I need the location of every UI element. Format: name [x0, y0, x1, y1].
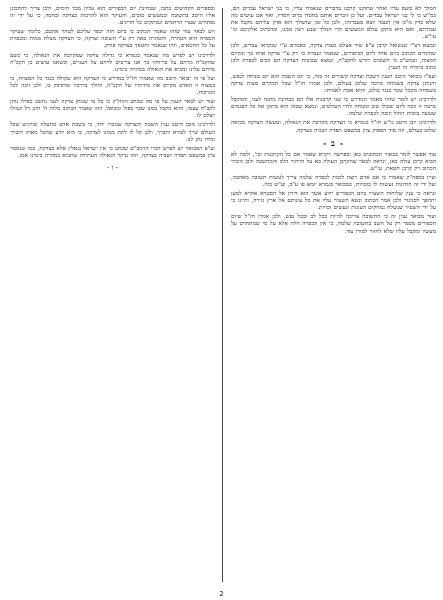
paragraph: המלך לא כועס עליו ואחר שתוקנו קרבנו בדברים שנאמרו עליו, כי בני ישראל עבדים הם, כמ"ש כי לי בני ישראל עבדים. ועל כן זוכרים אותם בחסדו ברוב חסדיו, ואף אם עושים מה שלא כדין מ"מ אין העבד יוצא מעבדותו, ולכן כל זמן שהמלך הוא אדון עליהם מקבל את עבודתם, ואם הוא מתקן עולם המעשים הרי המלך שבע רצון ממנו, וכדכתיב אלקיכם ונו' עי"ש.	[231, 6, 436, 41]
paragraph: ונמצא דע"י שנשואל קרבן ע"פ שיר אצלם מצות צדקה, כאמרם ע"י שנקראו עבדים, ולכן שהקדים הכתוב ביום אחד ליום הכיפורים, שנאמר ועבדת כי רק ע"י צדקה אוחז בך ובקיום המצוה, וכמש"כ כי חשובים ויורש להקב"ה, ונמצא שבזכות הצדקה הם זוכים לכפרה ולכן כתוב בתורה זה הענין.	[231, 43, 436, 71]
paragraph: ועיין בספה"ק שאמרו כי אם אדם רוצה לזכות לכפרה שלמה צריך לעשות תשובה מאהבה, ועל ידי זה הזדונות נעשות לו כזכויות, כמבואר בגמרא יומא פו ע"ב, וע"ש בזה.	[231, 174, 436, 188]
section-mark: - ב -	[322, 137, 345, 148]
paragraph: ועל פי זה יבואר היטב מה שאמרו חז"ל במדרש כי הצדקה היא שקולה כנגד כל המצוות, כי במצוה זו האדם מקיים את מידותיו של הקב"ה, והולך בדרכיו ומתדבק בו, ולכן זוכה לכל הברכות.	[10, 75, 215, 97]
right-column	[231, 6, 436, 584]
document-page	[10, 6, 436, 588]
paragraph: עוד אפשר לומר בבאור הכתובים כאן ובפרשה ויקרא שאמר אם כל הקרבנות וכו', ולמה לא הביא קרבן עולה כאן, ונראה לבאר שהקרבן העולה בא על הרהור הלב והמחשבה ולכן הזכיר הכתוב רק קרבן חטאת, עי"ש.	[231, 151, 436, 172]
paragraph: ונראה כי ענין שליחות השעיר ביום הכפורים ידוע אשר הוא דורון אל הסטרא אחרא למען יתהפך לסניגור ולכן אמר הכתוב ונשא השעיר עליו את כל עונותם אל ארץ גזירה, והיינו כי על ידי השעיר שנשלח נמחקים העונות ונעשים זכויות.	[231, 191, 436, 212]
paragraph: ויש לבאר עוד שזהו שאמר הכתוב כי ביום הזה יכפר עליכם לטהר אתכם, כלומר שעיקר הכפרה היא הטהרה, והטהרה באה רק ע"י תשובה וצדקה, כי הצדקה מצלת ממות ומכפרת על כל החטאים, וזהו שנאמר וחטאך בצדקה פרוק.	[10, 29, 215, 50]
column-divider	[222, 8, 223, 582]
paragraph: ולדרכינו יש לפרש מה שנאמר בגמרא כי גדולה צדקה שמקרבת את הגאולה, כי כשם שהקב"ה מרחם על בריותיו כך אנו צריכים לרחם על העניים, וכשאנו עושים כן הקב"ה מרחם עלינו ומביא את הגאולה במהרה בימינו.	[10, 52, 215, 73]
paragraph: ועפ"ז מבואר היטב הענין דשבת וצדקה קשורים זה בזה, כי יום השבת הוא יום מנוחה לנפש, והנותן צדקה בשמחה מרבה שלום בעולם, ולכן אמרו חז"ל שכל המקיים מצות צדקה בשמחה מקבל שכר כנגד כולם, והוא אמת לאמיתו.	[231, 73, 436, 95]
paragraph: ועוד מבואר ענין זה כי התשובה צריכה להיות בכל לב ובכל נפש, ולכן אמרו חז"ל שיום הכפורים מכפר רק על השב בתשובה שלמה, כי אין הכפרה חלה אלא על מי שמתחרט על מעשיו ומקבל עליו שלא לחזור לסורו עוד.	[231, 214, 436, 235]
paragraph: וע"פ המבואר יש לפרש דברי הרמב"ם שכתב כי אין ישראל נגאלין אלא בצדקה, כמו שנאמר ציון במשפט תפדה ושביה בצדקה, וזהו עיקר הגאולה העתידה שתבוא במהרה בימינו אמן.	[10, 145, 215, 159]
column-page-marker: - ו -	[107, 163, 118, 172]
page-number: 2	[219, 590, 224, 598]
left-column	[10, 6, 215, 584]
paragraph: ולדרכינו יובן היטב מ"ש חז"ל בגמרא כי הצדקה מקרבת את הגאולה, ומעשה הצדקה מביאה שלום בעולם, וזה סוד הפסוק ציון במשפט תפדה ושביה בצדקה.	[231, 120, 436, 134]
paragraph: ולדרכינו יש לומר שזהו מאמר המדרש כי שני קרבנות אלו הם בבחינת מתנה לעני, והמקבל מתנה זו זוכה ליום שכולו טוב ומנוחה לחיי העולמים, ונמצא שבזה הוא מתקן את כל הפגמים שעשה בימות החול וזוכה לכפרה שלמה.	[231, 97, 436, 118]
paragraph: ובספרים הקדושים כתבו, שבחינת יום הכפורים הוא עליון מכל הימים, ולכן צריך להתכונן אליו היטב בתשובה ובמעשים טובים, והעיקר הוא להרבות בצדקה ובחסד, כי על ידי זה נפתחים שערי הרחמים ונמתקים כל הדינים.	[10, 6, 215, 27]
paragraph: ועוד יש לבאר הענין על פי מה שכתב הזוה"ק כי כל מי שנותן צדקה לעני נחשב כאילו נותן לקב"ה עצמו, והוא מקבל ממנו שכר כפול ומכופל, וזהו שאמר הכתוב מלוה ה' חונן דל וגמולו ישלם לו.	[10, 99, 215, 120]
paragraph: ולדרכינו מובן היטב ענין השבת והצדקה שנזכרו יחד, כי בשבת אדם מתעלה ומרגיש שכל העולם שייך לבורא יתברך, ולכן קל לו לתת ממונו לצדקה, כי הוא יודע שהכל מאתו יתברך ומידו נתן לנו.	[10, 122, 215, 143]
